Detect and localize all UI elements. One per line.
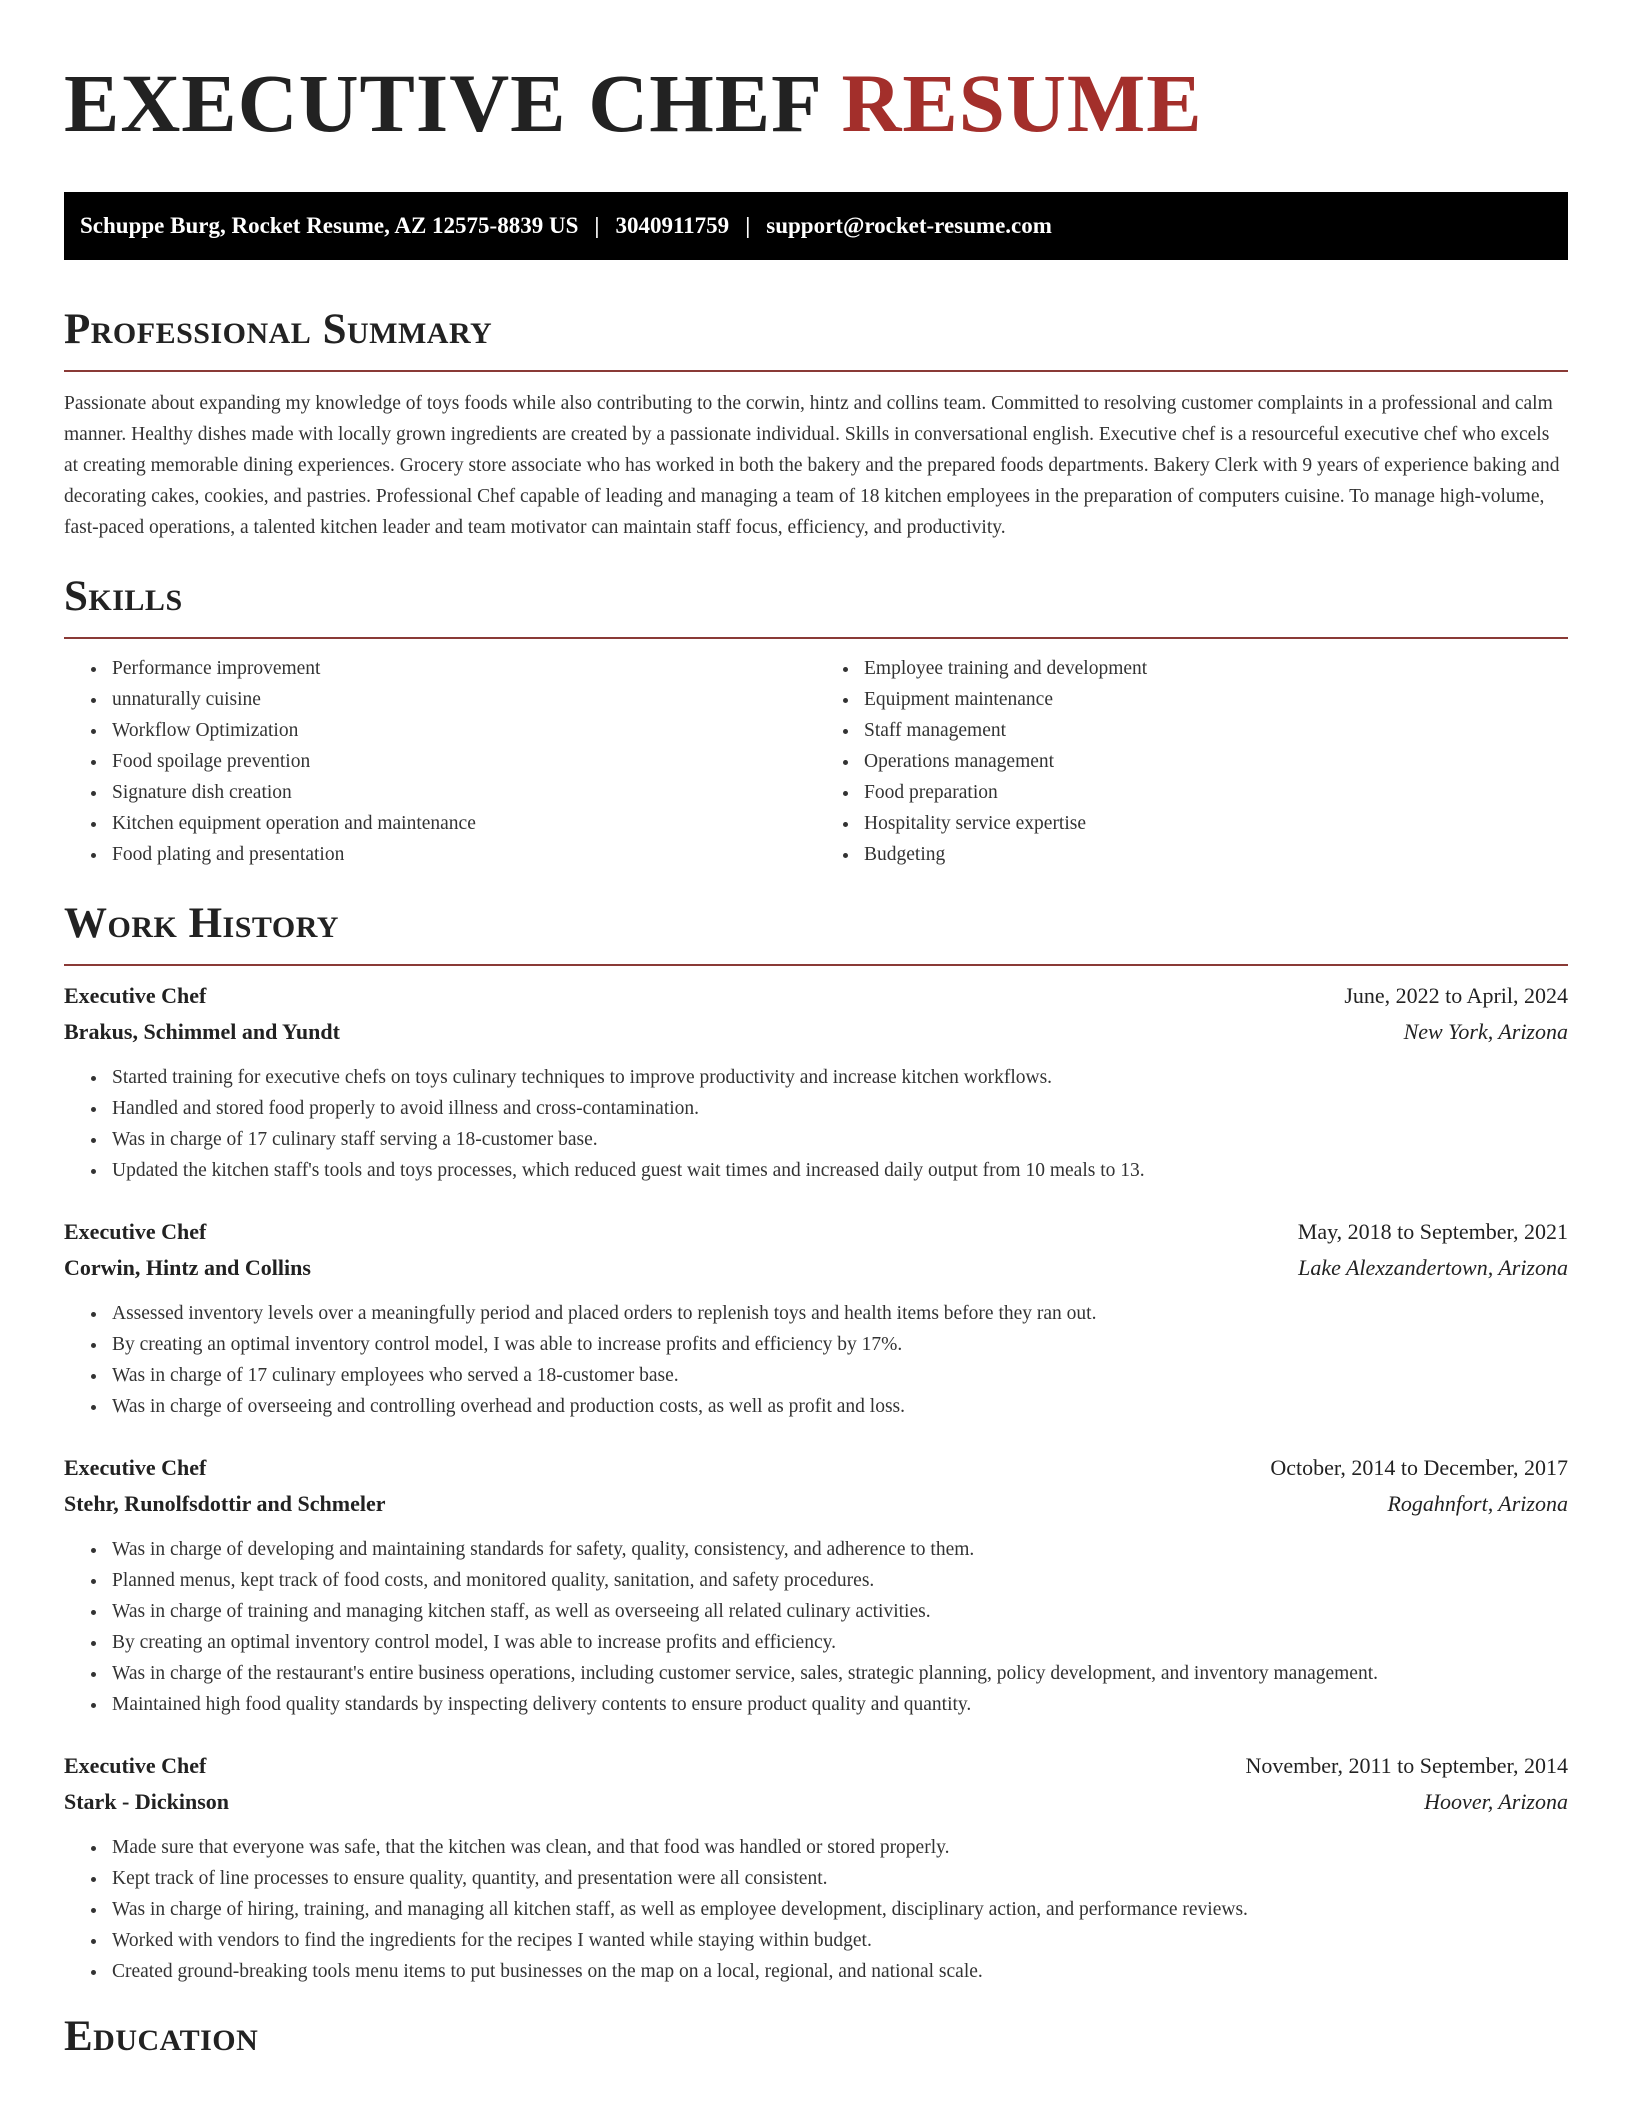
skill-item: • Staff management [860,715,1568,746]
job-title-row [64,1450,1568,1486]
job-title: Executive Chef [64,1455,207,1480]
job-location: Rogahnfort, Arizona [1387,1491,1568,1516]
job-bullet: • Was in charge of training and managing kitchen staff, as well as overseeing all related culinary activities. [108,1596,1568,1627]
skills-section [64,573,1568,870]
job-entry [64,1450,1568,1720]
job-dates: October, 2014 to December, 2017 [1270,1455,1568,1480]
job-bullet: • Kept track of line processes to ensure quality, quantity, and presentation were all consistent. [108,1863,1568,1894]
job-bullets [64,1832,1568,1987]
job-dates: November, 2011 to September, 2014 [1245,1753,1568,1778]
job-dates: June, 2022 to April, 2024 [1344,983,1568,1008]
job-bullets [64,1534,1568,1720]
contact-separator: | [594,213,600,238]
summary-text: Passionate about expanding my knowledge of toys foods while also contributing to the corwin, hintz and collins team. Committed to resolving customer complaints in a professional and calm manner. Healthy dishes made with locally grown ingredients are created by a passionate individual. Skills in conversational english. Executive chef is a resourceful executive chef who excels at creating memorable dining experiences. Grocery store associate who has worked in both the bakery and the prepared foods departments. Bakery Clerk with 9 years of experience baking and decorating cakes, cookies, and pastries. Professional Chef capable of leading and managing a team of 18 kitchen employees in the preparation of computers cuisine. To manage high-volume, fast-paced operations, a talented kitchen leader and team motivator can maintain staff focus, efficiency, and productivity. [64,393,1560,538]
job-bullet: • Was in charge of overseeing and controlling overhead and production costs, as well as profit and loss. [108,1391,1568,1422]
work-history-section [64,900,1568,1987]
skills-grid [64,653,1568,870]
skill-item: • Food plating and presentation [108,839,816,870]
contact-bar [64,192,1568,260]
job-bullet: • Handled and stored food properly to avoid illness and cross-contamination. [108,1093,1568,1124]
skill-item: • Food preparation [860,777,1568,808]
contact-address: Schuppe Burg, Rocket Resume, AZ 12575-8839 US [80,213,579,238]
skill-item: • Employee training and development [860,653,1568,684]
contact-email: support@rocket-resume.com [766,213,1052,238]
job-bullet: • Assessed inventory levels over a meaningfully period and placed orders to replenish toys and health items before they ran out. [108,1298,1568,1329]
job-company-row [64,1250,1568,1286]
job-location: Lake Alexzandertown, Arizona [1298,1255,1568,1280]
job-title-row [64,978,1568,1014]
job-entry [64,1748,1568,1987]
skill-item: • Hospitality service expertise [860,808,1568,839]
skills-list-right [816,653,1568,870]
job-bullets [64,1298,1568,1422]
job-bullet: • By creating an optimal inventory control model, I was able to increase profits and efficiency. [108,1627,1568,1658]
summary-heading: Professional Summary [64,306,493,353]
skill-item: • Food spoilage prevention [108,746,816,777]
skills-list-left [64,653,816,870]
skills-heading: Skills [64,573,183,620]
section-divider [64,964,1568,966]
job-dates: May, 2018 to September, 2021 [1297,1219,1568,1244]
job-company: Corwin, Hintz and Collins [64,1255,311,1280]
skill-item: • Equipment maintenance [860,684,1568,715]
job-title: Executive Chef [64,1219,207,1244]
education-section [64,2013,1568,2061]
job-bullet: • By creating an optimal inventory control model, I was able to increase profits and efficiency by 17%. [108,1329,1568,1360]
job-bullet: • Updated the kitchen staff's tools and toys processes, which reduced guest wait times and increased daily output from 10 meals to 13. [108,1155,1568,1186]
job-title: Executive Chef [64,1753,207,1778]
job-bullet: • Was in charge of 17 culinary employees who served a 18-customer base. [108,1360,1568,1391]
job-bullets [64,1062,1568,1186]
job-company: Stehr, Runolfsdottir and Schmeler [64,1491,386,1516]
skill-item: • Kitchen equipment operation and maintenance [108,808,816,839]
job-company: Stark - Dickinson [64,1789,230,1814]
title-accent: RESUME [841,57,1203,149]
job-bullet: • Was in charge of the restaurant's entire business operations, including customer service, sales, strategic planning, policy development, and inventory management. [108,1658,1568,1689]
job-entry [64,1214,1568,1422]
job-location: New York, Arizona [1403,1019,1568,1044]
job-title-row [64,1214,1568,1250]
job-entry [64,978,1568,1186]
section-divider [64,370,1568,372]
job-location: Hoover, Arizona [1424,1789,1568,1814]
title-main: EXECUTIVE CHEF [64,57,820,149]
job-bullet: • Planned menus, kept track of food costs, and monitored quality, sanitation, and safety procedures. [108,1565,1568,1596]
job-title-row [64,1748,1568,1784]
job-company: Brakus, Schimmel and Yundt [64,1019,340,1044]
job-bullet: • Was in charge of developing and maintaining standards for safety, quality, consistency, and adherence to them. [108,1534,1568,1565]
section-divider [64,637,1568,639]
contact-separator: | [745,213,751,238]
job-list [64,978,1568,1987]
skill-item: • Workflow Optimization [108,715,816,746]
job-bullet: • Worked with vendors to find the ingredients for the recipes I wanted while staying within budget. [108,1925,1568,1956]
job-company-row [64,1784,1568,1820]
education-heading: Education [64,2013,259,2060]
skill-item: • Performance improvement [108,653,816,684]
job-company-row [64,1486,1568,1522]
job-bullet: • Started training for executive chefs on toys culinary techniques to improve productivity and increase kitchen workflows. [108,1062,1568,1093]
job-bullet: • Was in charge of hiring, training, and managing all kitchen staff, as well as employee development, disciplinary action, and performance reviews. [108,1894,1568,1925]
job-bullet: • Was in charge of 17 culinary staff serving a 18-customer base. [108,1124,1568,1155]
contact-phone: 3040911759 [615,213,730,238]
job-company-row [64,1014,1568,1050]
job-bullet: • Maintained high food quality standards by inspecting delivery contents to ensure product quality and quantity. [108,1689,1568,1720]
skill-item: • Budgeting [860,839,1568,870]
job-title: Executive Chef [64,983,207,1008]
work-history-heading: Work History [64,900,339,947]
resume-title [64,0,1568,149]
job-bullet: • Made sure that everyone was safe, that the kitchen was clean, and that food was handled or stored properly. [108,1832,1568,1863]
skill-item: • Operations management [860,746,1568,777]
skill-item: • unnaturally cuisine [108,684,816,715]
skill-item: • Signature dish creation [108,777,816,808]
job-bullet: • Created ground-breaking tools menu items to put businesses on the map on a local, regional, and national scale. [108,1956,1568,1987]
summary-section [64,306,1568,543]
